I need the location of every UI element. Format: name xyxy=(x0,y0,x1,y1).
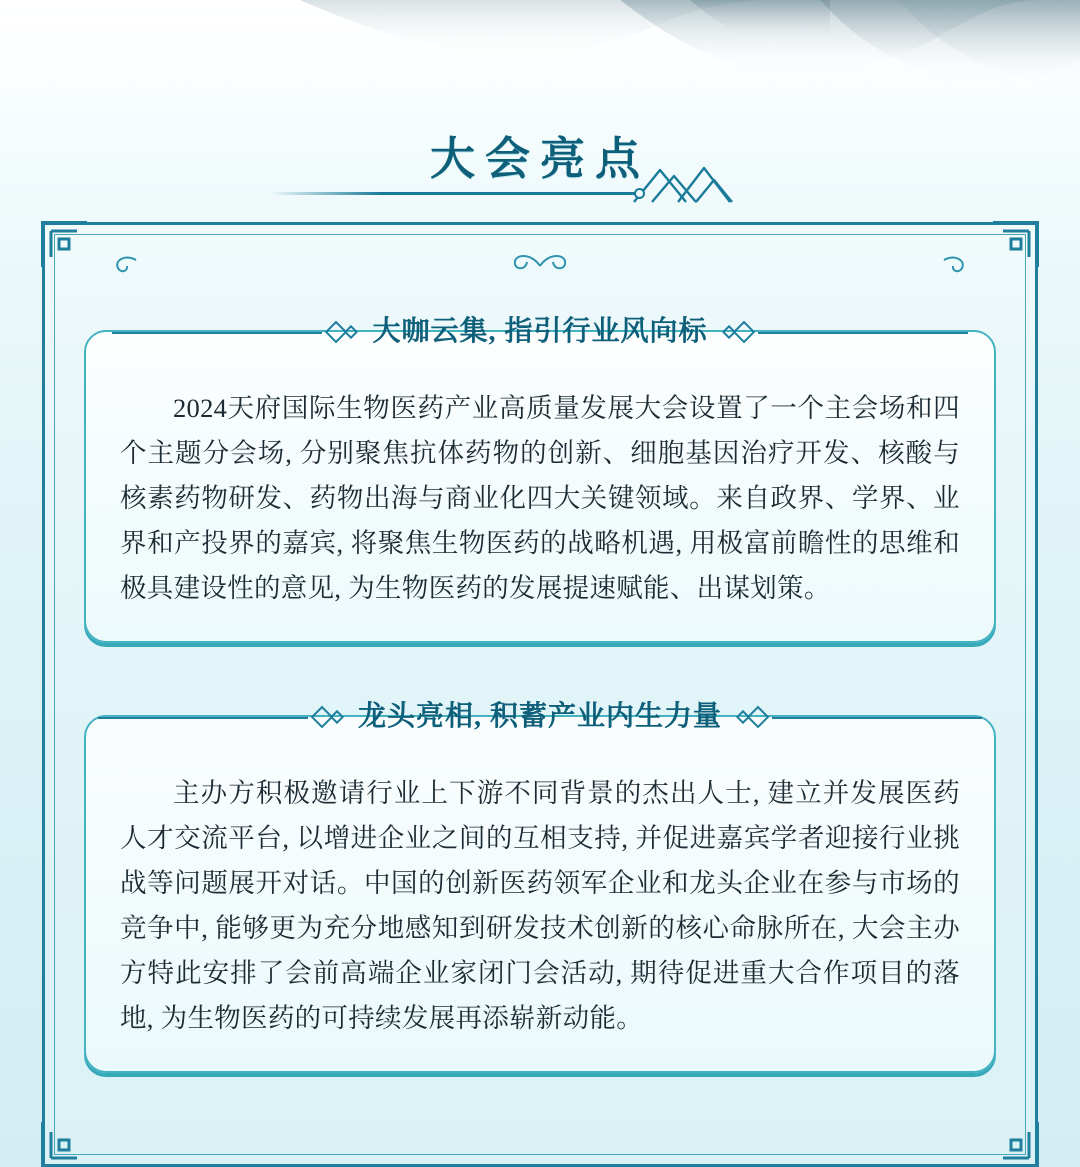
heading-inner xyxy=(312,695,768,739)
highlight-body: 主办方积极邀请行业上下游不同背景的杰出人士, 建立并发展医药人才交流平台, 以增进企业之间的互相支持, 并促进嘉宾学者迎接行业挑战等问题展开对话。中国的创新医药领军企业和龙头企业在参与市场的竞争中, 能够更为充分地感知到研发技术创新的核心命脉所在, 大会主办方特此安排了会前高端企业家闭门会活动, 期待促进重大合作项目的落地, 为生物医药的可持续发展再添崭新动能。 xyxy=(120,778,960,1033)
page-title-area xyxy=(0,130,1080,220)
highlights-content xyxy=(42,316,1038,1145)
heading-diamonds-left-icon xyxy=(314,703,342,725)
title-dot-ornament xyxy=(634,188,645,199)
highlight-heading: 大咖云集, 指引行业风向标 xyxy=(372,316,708,347)
heading-rule-left xyxy=(112,332,322,334)
title-underline xyxy=(270,192,640,195)
scroll-flourish-left-icon xyxy=(112,256,138,283)
frame-corner-top-right-icon xyxy=(993,221,1039,267)
highlight-heading-wrap xyxy=(86,695,994,739)
highlight-heading: 龙头亮相, 积蓄产业内生力量 xyxy=(357,701,722,732)
scroll-flourish-center-icon xyxy=(485,248,595,281)
frame-corner-top-left-icon xyxy=(41,221,87,267)
highlight-body: 2024天府国际生物医药产业高质量发展大会设置了一个主会场和四个主题分会场, 分别聚焦抗体药物的创新、细胞基因治疗开发、核酸与核素药物研发、药物出海与商业化四大关键领域。来自政界、学界、业界和产投界的嘉宾, 将聚焦生物医药的战略机遇, 用极富前瞻性的思维和极具建设性的意见, 为生物医药的发展提速赋能、出谋划策。 xyxy=(120,393,960,603)
heading-rule-right xyxy=(772,717,982,719)
highlight-section xyxy=(84,316,996,643)
ink-wash-decoration xyxy=(0,0,1080,150)
highlight-card xyxy=(84,701,996,1073)
highlight-section xyxy=(84,701,996,1073)
highlight-card xyxy=(84,316,996,643)
heading-rule-left xyxy=(98,717,308,719)
page-title: 大会亮点 xyxy=(429,134,650,184)
heading-diamonds-right-icon xyxy=(738,703,766,725)
scroll-flourish-right-icon xyxy=(942,256,968,283)
heading-rule-right xyxy=(758,332,968,334)
